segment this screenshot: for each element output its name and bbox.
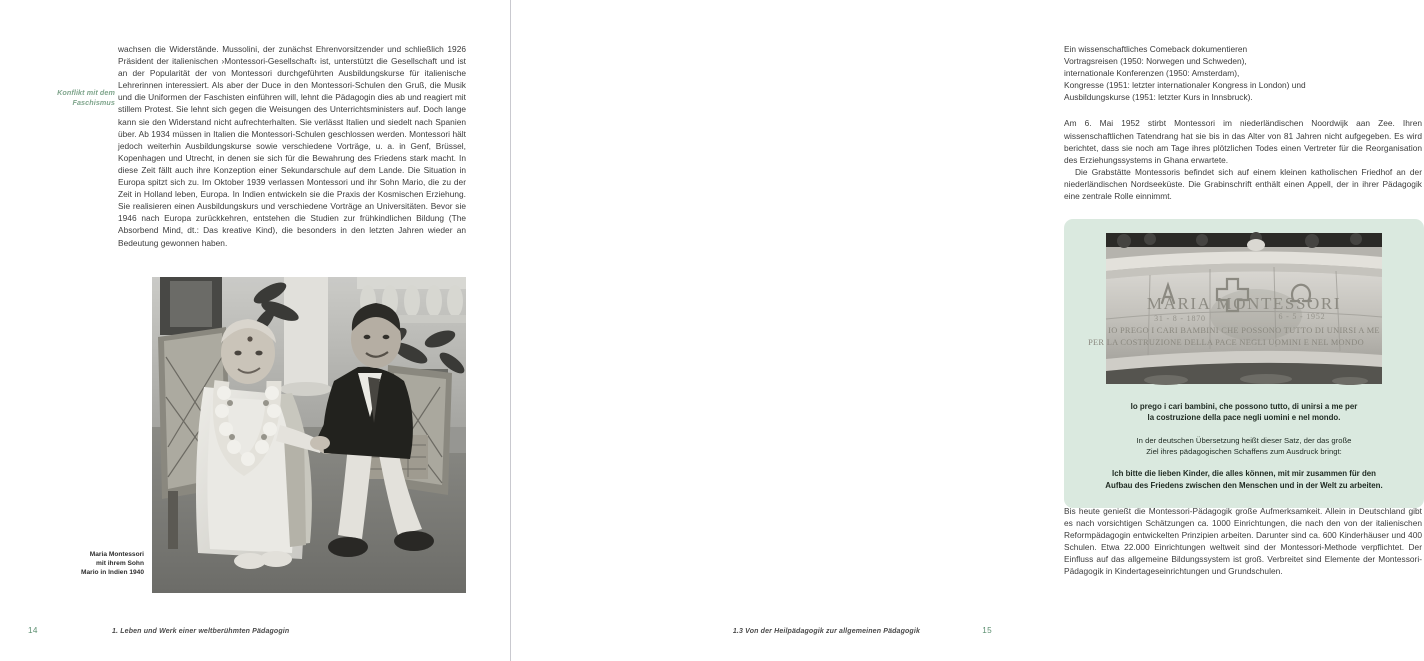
running-head-right: 1.3 Von der Heilpädagogik zur allgemeinen Pädagogik [732,628,920,635]
comeback-list-line-4: Kongresse (1951: letzter internationaler Kongress in London) und [1064,80,1306,91]
right-paragraph-1: Am 6. Mai 1952 stirbt Montessori im niederländischen Noordwijk aan Zee. Ihren wissenschaftlichen Tatendrang hat sie bis in das Alter von 81 Jahren nicht aufgegeben. Es wird berichtet, dass sie noch am Tage ihres plötzlichen Todes einen Vertreter für die Reorganisation des Erziehungssystems in Ghana erwartete. [1064,118,1422,165]
translation-intro [1080,435,1408,457]
grave-inscription-callout-box [1064,219,1424,508]
right-page-text-column [1064,43,1422,202]
left-page-text-column [118,43,466,249]
svg-text:31 - 8 - 1870: 31 - 8 - 1870 [1154,314,1206,323]
german-quote-line-2: Aufbau des Friedens zwischen den Menschen und in der Welt zu arbeiten. [1105,480,1383,490]
italian-quote-line-2: la costruzione della pace negli uomini e nel mondo. [1147,413,1341,423]
folio-right: 15 [982,626,992,635]
folio-left: 14 [28,626,38,635]
comeback-list-line-3: internationale Konferenzen (1950: Amsterdam), [1064,68,1240,79]
right-page [510,0,1422,661]
right-paragraph-2: Die Grabstätte Montessoris befindet sich auf einem kleinen katholischen Friedhof an der niederländischen Nordseeküste. Die Grabinschrift enthält einen Appell, der in ihrer Pädagogik eine zentrale Rolle einnimmt. [1064,166,1422,202]
comeback-list-line-2: Vortragsreisen (1950: Norwegen und Schweden), [1064,56,1247,67]
svg-text:IO PREGO I CARI BAMBINI CHE PO: IO PREGO I CARI BAMBINI CHE POSSONO TUTTO DI UNIRSI A ME [1108,326,1380,335]
italian-quote [1080,401,1408,424]
svg-text:6 - 5 - 1952: 6 - 5 - 1952 [1278,312,1326,321]
left-paragraph-1: wachsen die Widerstände. Mussolini, der zunächst Ehrenvorsitzender und schließlich 1926 Präsident der italienischen ›Montessori-Gesellschaft‹ ist, unterstützt die Gesellschaft und ist an der Popularität der von Montessori durchgeführten Ausbildungskurse für italienische Lehrerinnen interessiert. Als aber der Duce in den Montessori-Schulen den Gruß, die Musik und die Uniformen der Faschisten einführen will, lehnt die Pädagogin dies ab und reagiert mit stillem Protest. Sie lehnt sich gegen die Weisungen des Unterrichtsministers auf. Doch lange kann sie den Widerstand nicht aufrechterhalten. Sie verlässt Italien und siedelt nach Spanien über. Ab 1934 müssen in Italien die Montessori-Schulen geschlossen werden. Montessori hält jedoch weiterhin Ausbildungskurse sowie verschiedene Vorträge, u. a. in Genf, Brüssel, Kopenhagen und Utrecht, in denen sie sich für die Bewahrung des Friedens stark macht. In diese Zeit fällt auch ihre Konzeption einer Sekundarschule auf dem Lande. Die Situation in Europa spitzt sich zu. Im Oktober 1939 verlassen Montessori und ihr Sohn Mario, die zu der Zeit in Holland leben, Europa. In Indien entwickeln sie die Praxis der Kosmischen Erziehung. Sie realisieren einen Ausbildungskurs und verschiedene Vorträge an Universitäten. Bevor sie 1946 nach Europa zurückkehren, entstehen die Studien zur frühkindlichen Bildung (The Absorbend Mind, dt.: Das kreative Kind), die besonders in den letzten Jahren wieder an Bedeutung gewonnen haben. [118,44,466,248]
right-paragraph-3: Bis heute genießt die Montessori-Pädagogik große Aufmerksamkeit. Allein in Deutschland gibt es nach vorsichtigen Schätzungen ca. 1000 Einrichtungen, die nach den von der italienischen Reformpädagogin entwickelten Prinzipien arbeiten. Darunter sind ca. 600 Kinderhäuser und 400 Schulen. Etwa 22.000 Einrichtungen weltweit sind der Montessori-Methode verpflichtet. Der Einfluss auf das allgemeine Bildungssystem ist groß. Verbreitet sind Elemente der Montessori-Pädagogik in Kindertageseinrichtungen und Grundschulen. [1064,506,1422,577]
running-head-left: 1. Leben und Werk einer weltberühmten Pädagogin [112,628,290,635]
german-quote-line-1: Ich bitte die lieben Kinder, die alles können, mit mir zusammen für den [1112,469,1376,479]
comeback-list [1064,43,1422,103]
right-bottom-paragraph-wrap [1064,505,1422,578]
photo-maria-montessori-illustration [152,277,466,593]
italian-quote-line-1: Io prego i cari bambini, che possono tutto, di unirsi a me per [1130,402,1358,411]
photo-maria-montessori-with-mario [152,277,466,593]
caption-line-1: Maria Montessori [89,551,144,558]
photo-montessori-gravestone [1088,233,1382,384]
right-paragraph-group [1064,117,1422,202]
translation-intro-line-1: In der deutschen Übersetzung heißt dieser Satz, der das große [1136,435,1352,445]
comeback-list-line-1: Ein wissenschaftliches Comeback dokumentieren [1064,44,1248,54]
caption-line-3: Mario in Indien 1940 [80,569,144,577]
margin-note-konflikt-mit-dem-faschismus: Konflikt mit dem Faschismus [57,88,115,107]
left-page [0,0,510,661]
comeback-list-line-5: Ausbildungskurse (1951: letzter Kurs in Innsbruck). [1064,92,1253,103]
photo-caption [40,550,144,578]
translation-intro-line-2: Ziel ihres pädagogischen Schaffens zum Ausdruck bringt: [1146,447,1342,457]
svg-text:MARIA MONTESSORI: MARIA MONTESSORI [1146,294,1342,313]
german-quote [1080,468,1408,491]
svg-text:PER LA COSTRUZIONE DELLA PACE: PER LA COSTRUZIONE DELLA PACE NEGLI UOMINI E NEL MONDO [1088,338,1364,347]
caption-line-2: mit ihrem Sohn [96,560,144,568]
